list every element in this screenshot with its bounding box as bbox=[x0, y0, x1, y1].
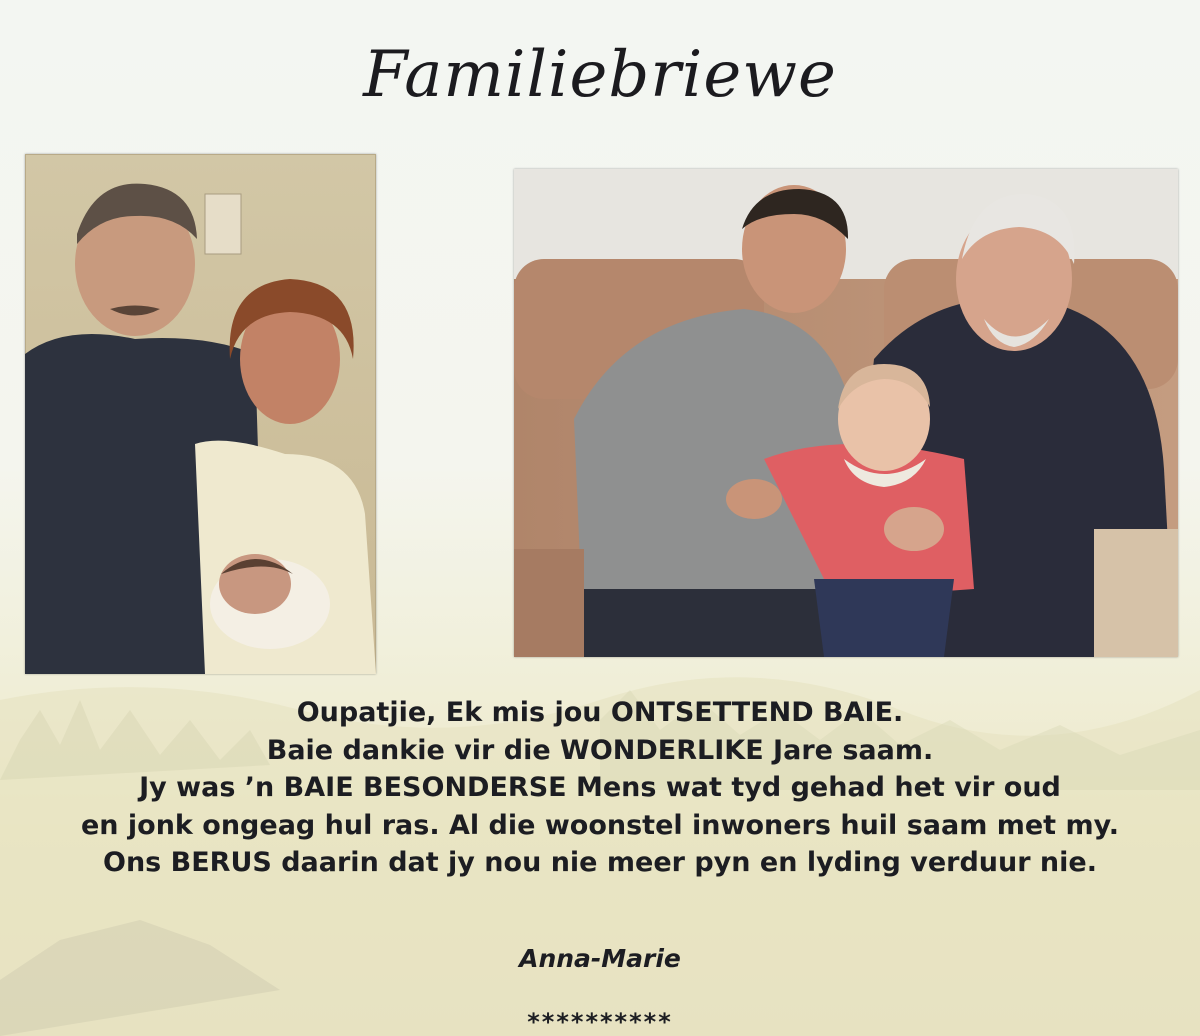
tribute-line: Jy was ’n BAIE BESONDERSE Mens wat tyd gehad het vir oud bbox=[139, 772, 1061, 803]
signature: Anna-Marie bbox=[519, 944, 681, 973]
tribute-line: Oupatjie, Ek mis jou ONTSETTEND BAIE. bbox=[296, 697, 904, 728]
family-photo-newborn bbox=[25, 154, 376, 674]
tribute-text bbox=[0, 694, 1200, 882]
family-photo-three-generations bbox=[514, 169, 1178, 657]
page-title: Familiebriewe bbox=[363, 38, 837, 112]
tribute-line: Baie dankie vir die WONDERLIKE Jare saam. bbox=[266, 734, 934, 766]
section-separator: ********** bbox=[527, 1008, 673, 1036]
tribute-line: Ons BERUS daarin dat jy nou nie meer pyn en lyding verduur nie. bbox=[103, 847, 1097, 878]
tribute-line: en jonk ongeag hul ras. Al die woonstel inwoners huil saam met my. bbox=[80, 809, 1120, 841]
